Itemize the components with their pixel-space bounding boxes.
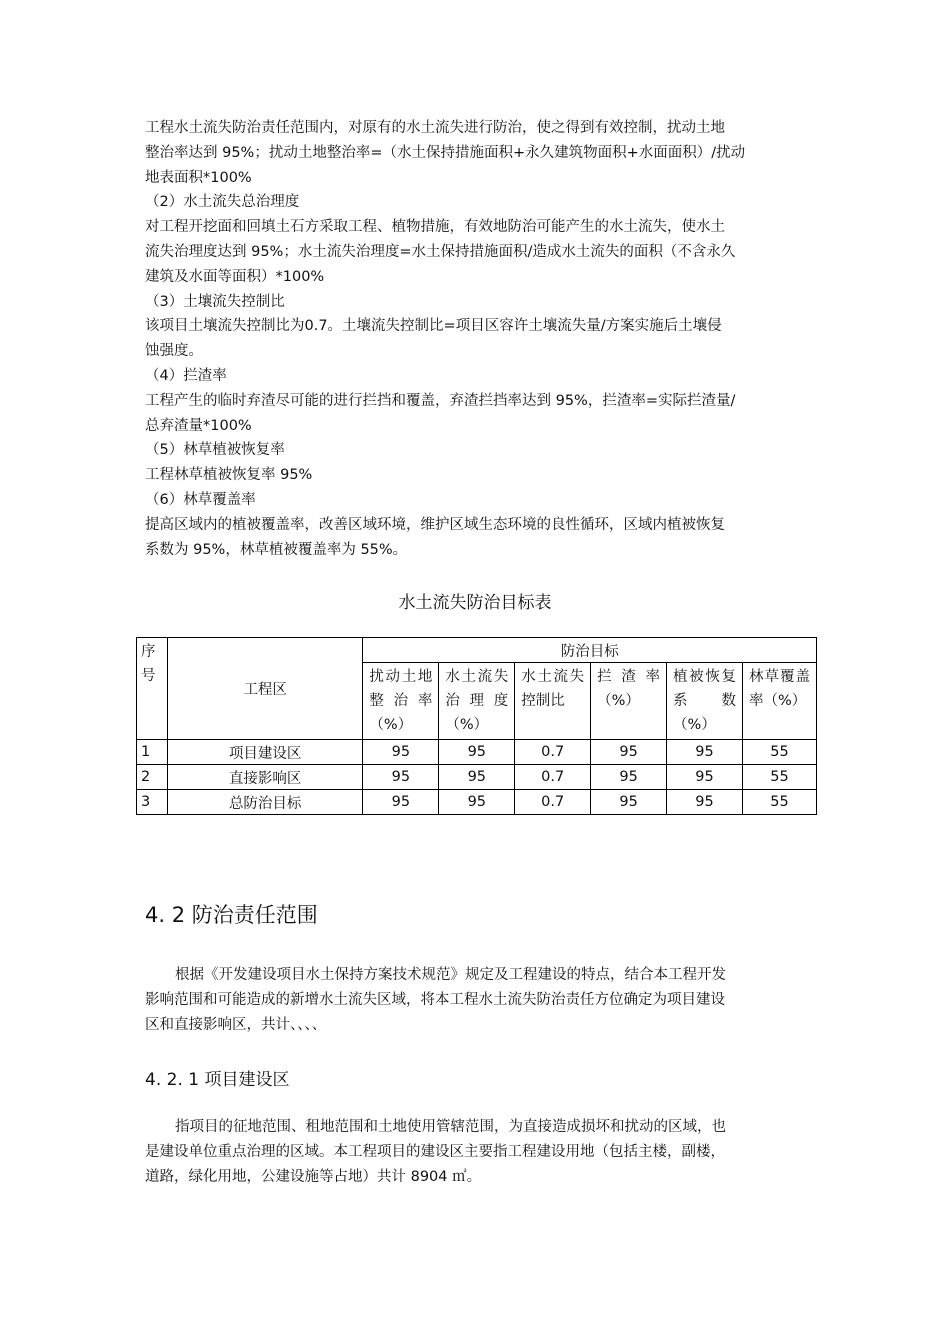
- cell-value: 0.7: [515, 765, 591, 790]
- text-line: （4）拦渣率: [145, 367, 227, 384]
- text-line: 整治率达到 95%；扰动土地整治率=（水土保持措施面积+永久建筑物面积+水面面积）/扰动: [145, 144, 746, 161]
- header-disturbed-land: 扰动土地整治率（%）: [363, 663, 439, 740]
- cell-area: 总防治目标: [167, 790, 362, 815]
- cell-value: 95: [439, 765, 515, 790]
- text-line: 提高区域内的植被覆盖率，改善区域环境，维护区域生态环境的良性循环，区域内植被恢复: [145, 516, 725, 533]
- text-line: 工程产生的临时弃渣尽可能的进行拦挡和覆盖，弃渣拦挡率达到 95%，拦渣率=实际拦渣量/: [145, 392, 736, 409]
- header-no: 序号: [137, 638, 168, 740]
- header-erosion-control-ratio: 水土流失控制比: [515, 663, 591, 740]
- cell-no: 2: [137, 765, 168, 790]
- header-forest-coverage: 林草覆盖率（%）: [742, 663, 816, 740]
- text-line: 该项目土壤流失控制比为0.7。土壤流失控制比=项目区容许土壤流失量/方案实施后土壤侵: [145, 318, 722, 335]
- table-title: 水土流失防治目标表: [398, 593, 552, 613]
- cell-no: 3: [137, 790, 168, 815]
- header-area: 工程区: [167, 638, 362, 740]
- text-line: （5）林草植被恢复率: [145, 442, 285, 459]
- cell-value: 95: [667, 765, 743, 790]
- header-slag-retention: 拦渣率（%）: [591, 663, 667, 740]
- intro-text: [145, 116, 810, 562]
- text-line: 地表面积*100%: [145, 169, 252, 186]
- text-line: 指项目的征地范围、租地范围和土地使用管辖范围，为直接造成损坏和扰动的区域，也: [175, 1119, 726, 1135]
- text-line: 建筑及水面等面积）*100%: [145, 268, 325, 285]
- section-heading-4-2: 4. 2 防治责任范围: [145, 903, 318, 927]
- cell-no: 1: [137, 740, 168, 765]
- header-vegetation-recovery: 植被恢复系数（%）: [667, 663, 743, 740]
- cell-value: 95: [363, 765, 439, 790]
- cell-value: 55: [742, 740, 816, 765]
- text-line: 蚀强度。: [145, 343, 203, 360]
- cell-value: 55: [742, 790, 816, 815]
- text-line: （2）水土流失总治理度: [145, 194, 300, 211]
- text-line: 对工程开挖面和回填土石方采取工程、植物措施，有效地防治可能产生的水土流失，使水土: [145, 219, 725, 236]
- text-line: 总弃渣量*100%: [145, 417, 252, 434]
- header-group: 防治目标: [363, 638, 817, 663]
- cell-value: 95: [667, 740, 743, 765]
- text-line: 工程林草植被恢复率 95%: [145, 467, 313, 484]
- cell-value: 95: [591, 765, 667, 790]
- text-line: （6）林草覆盖率: [145, 491, 256, 508]
- text-line: 影响范围和可能造成的新增水土流失区域，将本工程水土流失防治责任方位确定为项目建设: [145, 992, 725, 1008]
- table-header-row: [137, 638, 817, 663]
- table-row: [137, 765, 817, 790]
- section-4-2-paragraph: [145, 963, 810, 1038]
- cell-value: 95: [363, 790, 439, 815]
- header-erosion-control-degree: 水土流失治理度（%）: [439, 663, 515, 740]
- section-heading-4-2-1: 4. 2. 1 项目建设区: [145, 1070, 290, 1090]
- text-line: （3）土壤流失控制比: [145, 293, 285, 310]
- cell-value: 0.7: [515, 790, 591, 815]
- text-line: 流失治理度达到 95%；水土流失治理度=水土保持措施面积/造成水土流失的面积（不含永久: [145, 243, 736, 260]
- target-table: [136, 637, 817, 815]
- cell-value: 95: [591, 740, 667, 765]
- table-row: [137, 740, 817, 765]
- text-line: 系数为 95%，林草植被覆盖率为 55%。: [145, 541, 408, 558]
- text-line: 根据《开发建设项目水土保持方案技术规范》规定及工程建设的特点，结合本工程开发: [175, 967, 726, 983]
- cell-value: 95: [439, 790, 515, 815]
- cell-value: 95: [591, 790, 667, 815]
- section-4-2-1-paragraph: [145, 1115, 810, 1190]
- text-line: 是建设单位重点治理的区域。本工程项目的建设区主要指工程建设用地（包括主楼，副楼，: [145, 1144, 725, 1160]
- cell-area: 直接影响区: [167, 765, 362, 790]
- cell-value: 0.7: [515, 740, 591, 765]
- text-line: 工程水土流失防治责任范围内，对原有的水土流失进行防治，使之得到有效控制，扰动土地: [145, 120, 725, 136]
- text-line: 道路，绿化用地，公建设施等占地）共计 8904 ㎡。: [145, 1169, 482, 1185]
- table-row: [137, 790, 817, 815]
- cell-area: 项目建设区: [167, 740, 362, 765]
- cell-value: 95: [439, 740, 515, 765]
- cell-value: 95: [363, 740, 439, 765]
- text-line: 区和直接影响区，共计、、、、: [145, 1017, 327, 1033]
- cell-value: 95: [667, 790, 743, 815]
- cell-value: 55: [742, 765, 816, 790]
